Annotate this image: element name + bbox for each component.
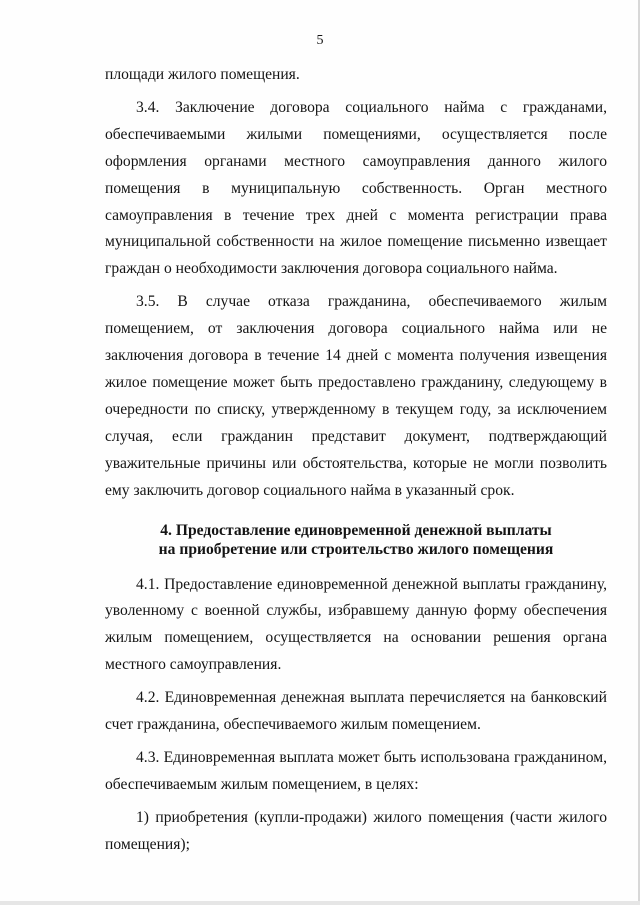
paragraph-4-1: 4.1. Предоставление единовременной денежной выплаты гражданину, уволенному с военной службы, избравшему данную форму обеспечения жилым помещением, осуществляется на основании решения органа местного самоуправления. [105,575,607,674]
paragraph-4-2: 4.2. Единовременная денежная выплата перечисляется на банковский счет гражданина, обеспечиваемого жилым помещением. [105,689,607,734]
paragraph-continuation: площади жилого помещения. [105,66,300,83]
document-body [105,62,607,859]
paragraph-3-4: 3.4. Заключение договора социального найма с гражданами, обеспечиваемыми жилыми помещениями, осуществляется после оформления органами местного самоуправления данного жилого помещения в муниципальную собственность. Орган местного самоуправления в течение трех дней с момента регистрации права муниципальной собственности на жилое помещение письменно извещает граждан о необходимости заключения договора социального найма. [105,98,607,278]
section-4-heading-line-2: на приобретение или строительство жилого помещения [158,541,554,558]
paragraph-4-3: 4.3. Единовременная выплата может быть использована гражданином, обеспечиваемым жилым помещением, в целях: [105,748,607,793]
scan-edge-bottom [0,901,640,905]
paragraph-4-3-item-1: 1) приобретения (купли-продажи) жилого помещения (части жилого помещения); [105,808,607,853]
section-4-heading-line-1: 4. Предоставление единовременной денежной выплаты [160,521,552,539]
paragraph-3-5: 3.5. В случае отказа гражданина, обеспечиваемого жилым помещением, от заключения договора социального найма или не заключения договора в течение 14 дней с момента получения извещения жилое помещение может быть предоставлено гражданину, следующему в очередности по списку, утвержденному в текущем году, за исключением случая, если гражданин представит документ, подтверждающий уважительные причины или обстоятельства, которые не могли позволить ему заключить договор социального найма в указанный срок. [105,293,607,499]
section-4-heading [105,521,607,560]
page-number: 5 [316,33,324,48]
